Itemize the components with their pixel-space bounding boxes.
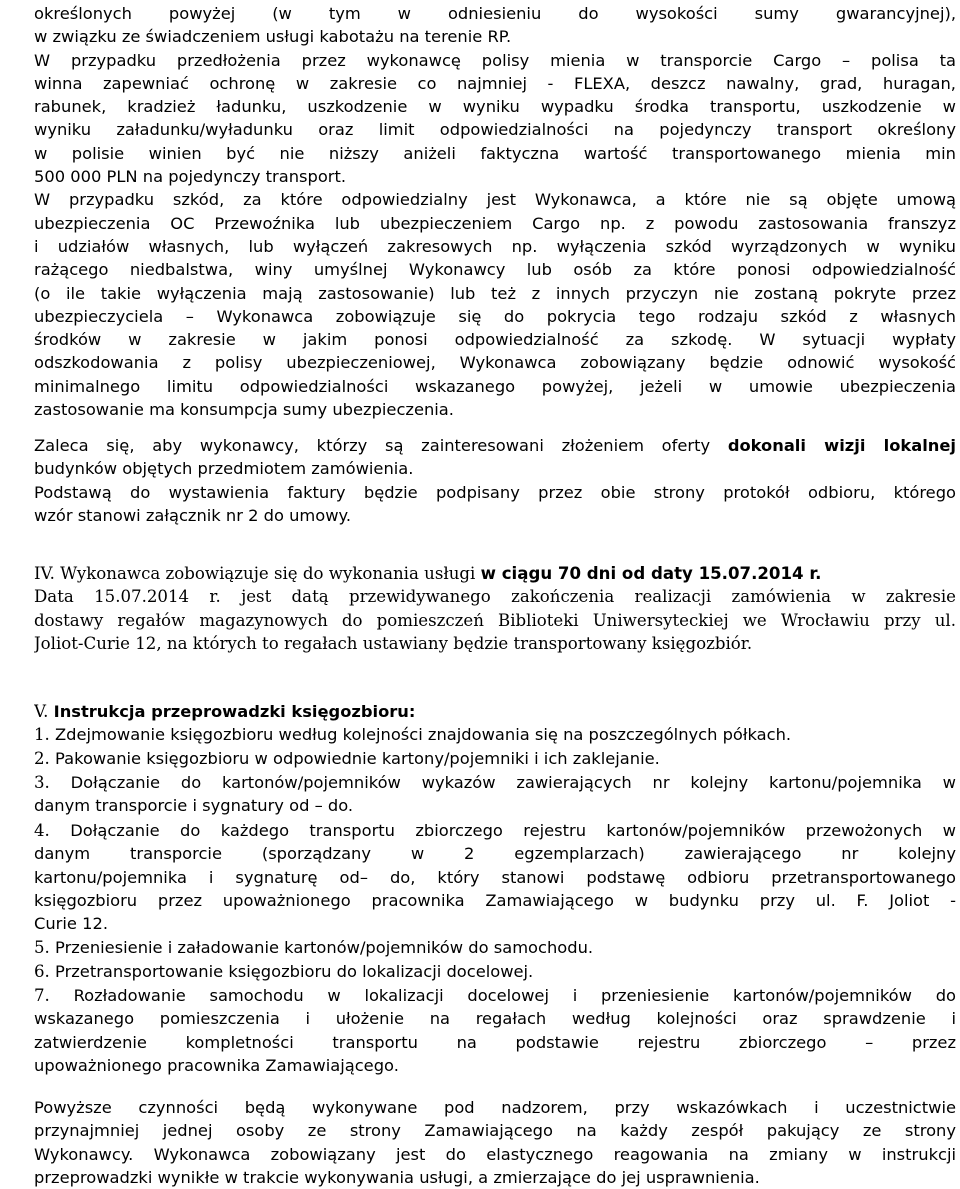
text-line xyxy=(34,794,956,817)
text-line: Powyższe czynności będą wykonywane pod nadzorem, przy wskazówkach i uczestnictwie xyxy=(34,1098,956,1117)
section-v-heading xyxy=(34,700,956,723)
text-line: upoważnionego pracownika Zamawiającego. xyxy=(34,1055,399,1075)
list-text: danym transporcie i sygnatury od – do. xyxy=(34,796,354,816)
text-line: zatwierdzenie kompletności transportu na podstawie rejestru zbiorczego – przez xyxy=(34,1032,956,1052)
insurance-paragraph xyxy=(34,2,956,421)
section-heading: Instrukcja przeprowadzki księgozbioru: xyxy=(53,702,416,721)
list-text: Dołączanie do kartonów/pojemników wykazów zawierających nr kolejny kartonu/pojemnika w xyxy=(70,773,956,792)
text-line: wyniku załadunku/wyładunku oraz limit odpowiedzialności na pojedynczy transport określony xyxy=(34,120,956,140)
list-text: Zdejmowanie księgozbioru według kolejności znajdowania się na poszczególnych półkach. xyxy=(55,725,792,744)
text-line: ubezpieczenia OC Przewoźnika lub ubezpieczeniem Cargo np. z powodu zastosowania franszyz xyxy=(34,213,956,233)
list-item xyxy=(34,819,956,935)
text-line: określonych powyżej (w tym w odniesieniu do wysokości sumy gwarancyjnej), xyxy=(34,4,956,23)
text-line: Data 15.07.2014 r. jest datą przewidywanego zakończenia realizacji zamówienia w zakresie xyxy=(34,587,956,607)
text-line: w polisie winien być nie niższy aniżeli faktyczna wartość transportowanego mienia min xyxy=(34,143,956,163)
list-text: Rozładowanie samochodu w lokalizacji docelowej i przeniesienie kartonów/pojemników do xyxy=(73,986,956,1005)
list-item xyxy=(34,960,956,983)
text-line: zastosowanie ma konsumpcja sumy ubezpieczenia. xyxy=(34,400,454,420)
list-text: Przetransportowanie księgozbioru do lokalizacji docelowej. xyxy=(55,962,534,981)
list-number: 1. xyxy=(34,725,50,744)
list-text: Przeniesienie i załadowanie kartonów/pojemników do samochodu. xyxy=(55,938,594,957)
text-line xyxy=(34,562,956,585)
text-line: danym transporcie (sporządzany w 2 egzemplarzach) zawierającego nr kolejny xyxy=(34,844,956,864)
list-number: 5. xyxy=(34,938,50,957)
text-line xyxy=(34,434,956,457)
text-line: Curie 12. xyxy=(34,914,108,934)
list-item xyxy=(34,984,956,1077)
text-line xyxy=(34,936,956,959)
text-line: (o ile takie wyłączenia mają zastosowanie) lub też z innych przyczyn nie zostaną pokryte przez xyxy=(34,283,956,303)
bold-deadline: w ciągu 70 dni od daty 15.07.2014 r. xyxy=(480,564,822,583)
text-run: Zaleca się, aby wykonawcy, którzy są zainteresowani złożeniem oferty xyxy=(34,436,728,455)
list-text: Dołączanie do każdego transportu zbiorczego rejestru kartonów/pojemników przewożonych w xyxy=(70,821,956,840)
text-line xyxy=(34,771,956,794)
text-line: wzór stanowi załącznik nr 2 do umowy. xyxy=(34,505,352,525)
list-number: 2. xyxy=(34,749,50,768)
text-line: księgozbioru przez upoważnionego pracownika Zamawiającego w budynku przy ul. F. Joliot - xyxy=(34,890,956,910)
text-line: W przypadku przedłożenia przez wykonawcę polisy mienia w transporcie Cargo – polisa ta xyxy=(34,50,956,70)
text-line xyxy=(34,819,956,842)
list-item xyxy=(34,936,956,959)
text-line: przynajmniej jednej osoby ze strony Zamawiającego na każdy zespół pakujący ze strony xyxy=(34,1121,956,1141)
text-line: przeprowadzki wynikłe w trakcie wykonywania usługi, a zmierzające do jej usprawnienia. xyxy=(34,1167,760,1187)
list-text: Pakowanie księgozbioru w odpowiednie kartony/pojemniki i ich zaklejanie. xyxy=(55,749,660,768)
text-line: Podstawą do wystawienia faktury będzie podpisany przez obie strony protokół odbioru, którego xyxy=(34,482,956,502)
text-line xyxy=(34,984,956,1007)
text-line: rabunek, kradzież ładunku, uszkodzenie w wyniku wypadku środka transportu, uszkodzenie w xyxy=(34,97,956,117)
list-item xyxy=(34,771,956,818)
text-line: Joliot-Curie 12, na których to regałach ustawiany będzie transportowany księgozbiór. xyxy=(34,633,753,653)
text-line: kartonu/pojemnika i sygnaturę od– do, który stanowi podstawę odbioru przetransportowanego xyxy=(34,867,956,887)
text-line: wskazanego pomieszczenia i ułożenie na regałach według kolejności oraz sprawdzenie i xyxy=(34,1009,956,1029)
closing-paragraph xyxy=(34,1096,956,1189)
section-number: V. xyxy=(34,702,54,721)
text-line: minimalnego limitu odpowiedzialności wskazanego powyżej, jeżeli w umowie ubezpieczenia xyxy=(34,376,956,396)
text-line: odszkodowania z polisy ubezpieczeniowej, Wykonawca zobowiązany będzie odnowić wysokość xyxy=(34,353,956,373)
site-visit-paragraph xyxy=(34,434,956,527)
text-line: budynków objętych przedmiotem zamówienia. xyxy=(34,459,414,479)
text-line: i udziałów własnych, lub wyłączeń zakresowych np. wyłączenia szkód wyrządzonych w wyniku xyxy=(34,236,956,256)
text-line: w związku ze świadczeniem usługi kabotażu na terenie RP. xyxy=(34,27,512,47)
list-number: 7. xyxy=(34,986,50,1005)
list-number: 6. xyxy=(34,962,50,981)
text-line: W przypadku szkód, za które odpowiedzialny jest Wykonawca, a które nie są objęte umową xyxy=(34,190,956,210)
section-iv xyxy=(34,562,956,655)
text-line xyxy=(34,700,956,723)
list-number: 3. xyxy=(34,773,50,792)
text-line: rażącego niedbalstwa, winy umyślnej Wykonawcy lub osób za które ponosi odpowiedzialność xyxy=(34,260,956,280)
text-line: ubezpieczyciela – Wykonawca zobowiązuje się do pokrycia tego rodzaju szkód z własnych xyxy=(34,306,956,326)
text-line xyxy=(34,723,956,746)
text-line xyxy=(34,747,956,770)
text-line: Wykonawcy. Wykonawca zobowiązany jest do elastycznego reagowania na zmiany w instrukcji xyxy=(34,1144,956,1164)
text-line: 500 000 PLN na pojedynczy transport. xyxy=(34,167,347,187)
text-line: winna zapewniać ochronę w zakresie co najmniej - FLEXA, deszcz nawalny, grad, huragan, xyxy=(34,73,956,93)
bold-text: dokonali wizji lokalnej xyxy=(727,436,956,455)
list-item xyxy=(34,747,956,770)
text-run: IV. Wykonawca zobowiązuje się do wykonania usługi xyxy=(34,564,481,583)
list-item xyxy=(34,723,956,746)
list-number: 4. xyxy=(34,821,50,840)
text-line: środków w zakresie w jakim ponosi odpowiedzialność za szkodę. W sytuacji wypłaty xyxy=(34,330,956,350)
text-line xyxy=(34,960,956,983)
text-line: dostawy regałów magazynowych do pomieszczeń Biblioteki Uniwersyteckiej we Wrocławiu przy ul. xyxy=(34,610,956,630)
